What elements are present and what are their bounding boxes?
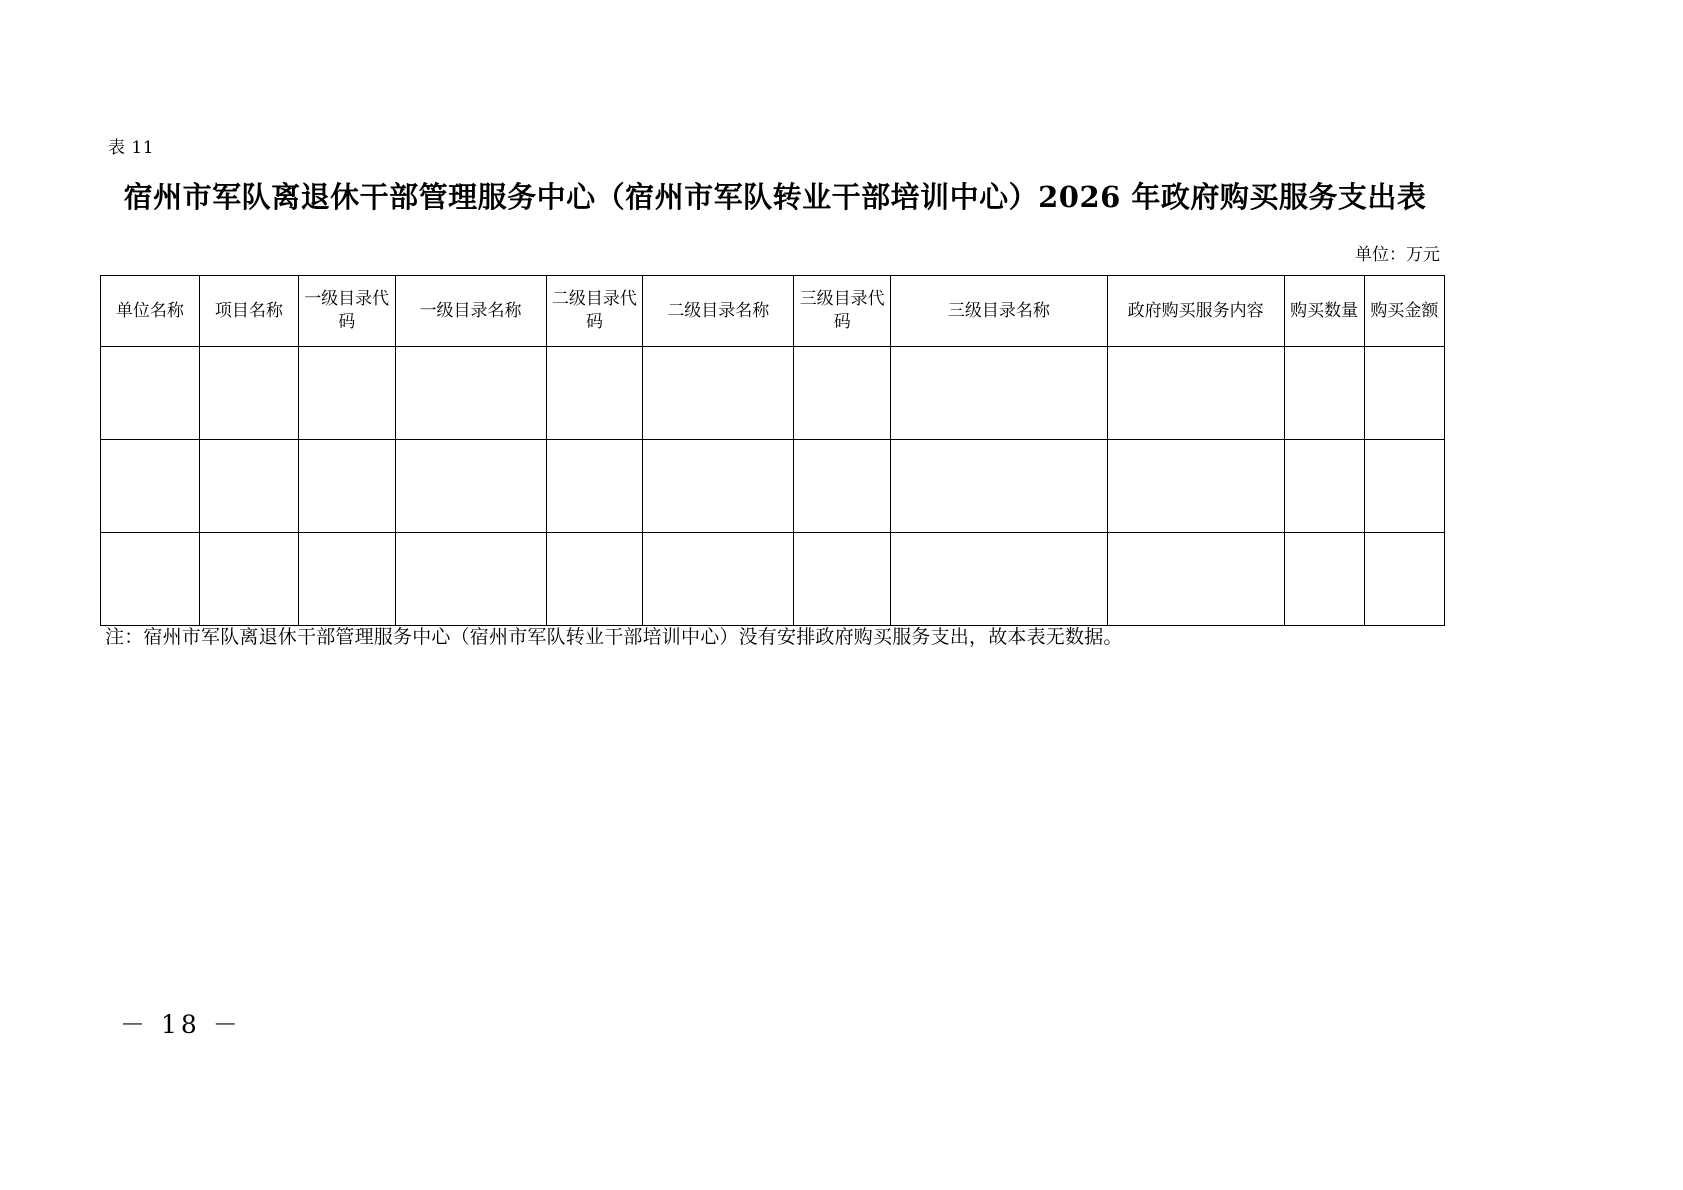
table-label: 表 11 <box>108 138 155 158</box>
column-header-project-name: 项目名称 <box>199 276 298 347</box>
column-header-level1-name: 一级目录名称 <box>395 276 546 347</box>
table-cell <box>546 533 643 626</box>
table-cell <box>298 533 395 626</box>
table-cell <box>891 440 1108 533</box>
table-cell <box>199 440 298 533</box>
table-cell <box>395 347 546 440</box>
table-cell <box>643 347 794 440</box>
table-header-row <box>101 276 1445 347</box>
column-header-purchase-content: 政府购买服务内容 <box>1107 276 1284 347</box>
table-cell <box>1107 347 1284 440</box>
page-number: － 18 － <box>120 1010 242 1039</box>
table-cell <box>298 440 395 533</box>
table-cell <box>101 440 200 533</box>
column-header-purchase-amount: 购买金额 <box>1364 276 1444 347</box>
page-title: 宿州市军队离退休干部管理服务中心（宿州市军队转业干部培训中心）2026 年政府购买服务支出表 <box>123 180 1427 214</box>
table-cell <box>794 440 891 533</box>
table-cell <box>298 347 395 440</box>
table-cell <box>546 347 643 440</box>
table-cell <box>891 533 1108 626</box>
table-cell <box>1364 533 1444 626</box>
table-cell <box>1364 347 1444 440</box>
column-header-unit-name: 单位名称 <box>101 276 200 347</box>
column-header-purchase-quantity: 购买数量 <box>1284 276 1364 347</box>
table-cell <box>199 347 298 440</box>
table-cell <box>395 533 546 626</box>
table-cell <box>891 347 1108 440</box>
unit-note: 单位：万元 <box>1355 245 1440 265</box>
table-cell <box>1284 347 1364 440</box>
table-cell <box>1284 533 1364 626</box>
table-row <box>101 440 1445 533</box>
table-cell <box>1364 440 1444 533</box>
table-cell <box>1107 533 1284 626</box>
table-row <box>101 347 1445 440</box>
table-cell <box>546 440 643 533</box>
table-row <box>101 533 1445 626</box>
table-cell <box>1107 440 1284 533</box>
column-header-level3-code: 三级目录代码 <box>794 276 891 347</box>
column-header-level2-code: 二级目录代码 <box>546 276 643 347</box>
table-cell <box>199 533 298 626</box>
footnote: 注：宿州市军队离退休干部管理服务中心（宿州市军队转业干部培训中心）没有安排政府购买服务支出，故本表无数据。 <box>105 626 1123 648</box>
column-header-level3-name: 三级目录名称 <box>891 276 1108 347</box>
column-header-level2-name: 二级目录名称 <box>643 276 794 347</box>
table-cell <box>794 533 891 626</box>
table-cell <box>1284 440 1364 533</box>
column-header-level1-code: 一级目录代码 <box>298 276 395 347</box>
table-cell <box>794 347 891 440</box>
table-cell <box>643 533 794 626</box>
table-cell <box>101 347 200 440</box>
government-purchase-expenditure-table <box>100 275 1445 626</box>
table-cell <box>101 533 200 626</box>
table-cell <box>643 440 794 533</box>
table-cell <box>395 440 546 533</box>
